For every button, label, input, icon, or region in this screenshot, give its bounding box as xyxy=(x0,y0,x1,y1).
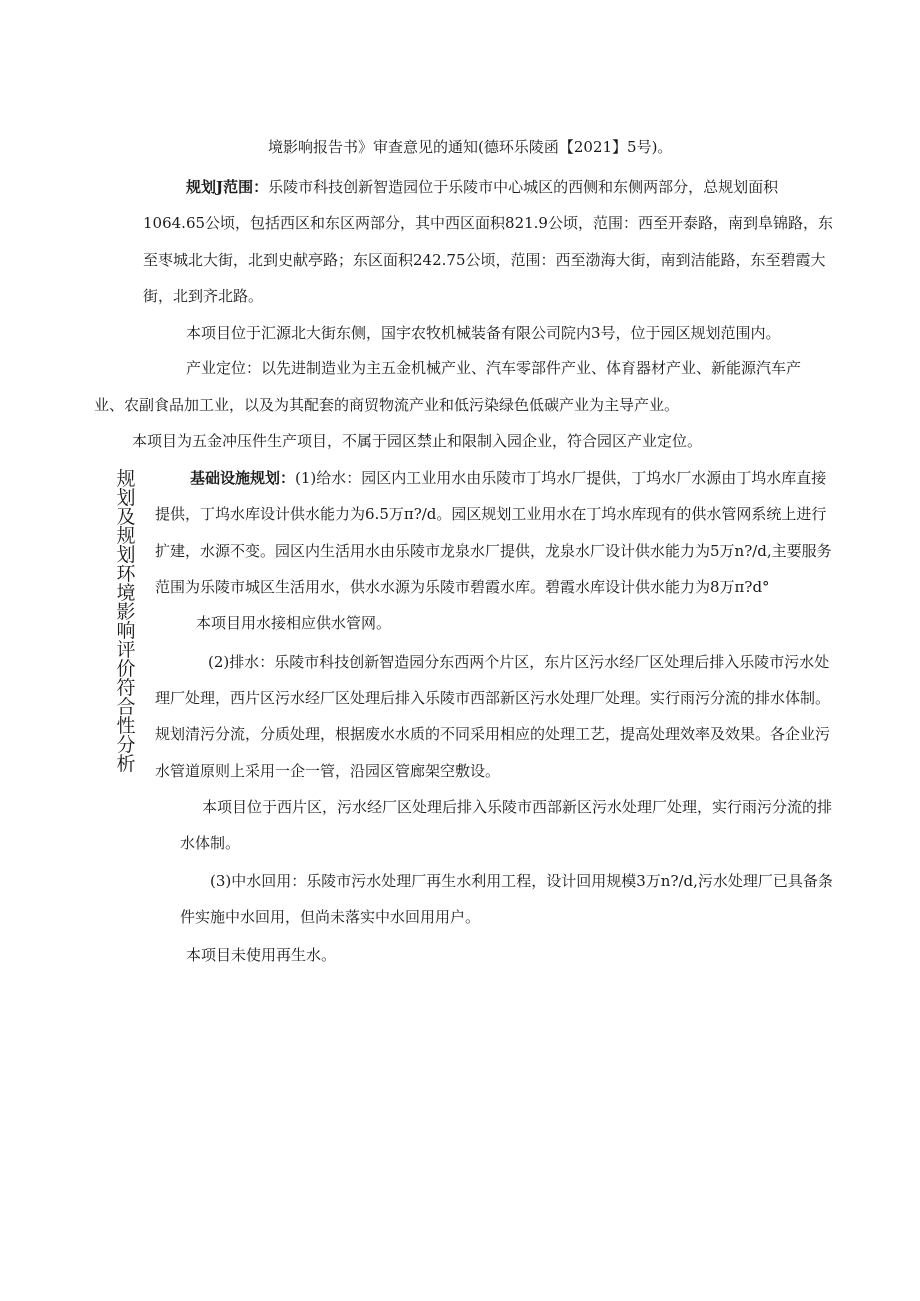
water-line-3: 扩建，水源不变。园区内生活用水由乐陵市龙泉水厂提供，龙泉水厂设计供水能力为5万n?/d,主要服务 xyxy=(155,542,832,560)
scope-paragraph-line-1 xyxy=(186,177,778,197)
drain-line-2: 理厂处理，西片区污水经厂区处理后排入乐陵市西部新区污水处理厂处理。实行雨污分流的排水体制。 xyxy=(155,689,831,707)
water-project: 本项目用水接相应供水管网。 xyxy=(196,614,392,632)
side-section-label: 规划及规划环境影响评价符合性分析 xyxy=(116,468,136,775)
intro-line: 境影响报告书》审查意见的通知(德环乐陵函【2021】5号)。 xyxy=(268,138,673,156)
industry-line-1: 产业定位：以先进制造业为主五金机械产业、汽车零部件产业、体育器材产业、新能源汽车产 xyxy=(186,359,802,377)
drain-project-line-2: 水体制。 xyxy=(180,834,241,852)
industry-line-2: 业、农副食品加工业，以及为其配套的商贸物流产业和低污染绿色低碳产业为主导产业。 xyxy=(94,396,680,414)
drain-line-3: 规划清污分流，分质处理，根据废水水质的不同采用相应的处理工艺，提高处理效率及效果。各企业污 xyxy=(155,725,831,743)
project-location: 本项目位于汇源北大街东侧，国宇农牧机械装备有限公司院内3号，位于园区规划范围内。 xyxy=(186,324,781,342)
scope-paragraph-line-3: 至枣城北大街，北到史献亭路；东区面积242.75公顷，范围：西至渤海大街，南到洁能路，东至碧霞大 xyxy=(143,251,826,269)
scope-paragraph-line-4: 街，北到齐北路。 xyxy=(143,287,264,305)
reuse-line-1: (3)中水回用：乐陵市污水处理厂再生水利用工程，设计回用规模3万n?/d,污水处理厂已具备条 xyxy=(210,872,833,890)
water-line-4: 范围为乐陵市城区生活用水，供水水源为乐陵市碧霞水库。碧霞水库设计供水能力为8万π?d° xyxy=(155,578,770,596)
water-line-2: 提供，丁坞水库设计供水能力为6.5万π?/d。园区规划工业用水在丁坞水库现有的供水管网系统上进行 xyxy=(155,505,827,523)
water-line-1 xyxy=(190,468,826,488)
water-text-1: (1)给水：园区内工业用水由乐陵市丁坞水厂提供，丁坞水厂水源由丁坞水库直接 xyxy=(295,469,827,487)
drain-project-line-1: 本项目位于西片区，污水经厂区处理后排入乐陵市西部新区污水处理厂处理，实行雨污分流的排 xyxy=(202,798,833,816)
reuse-line-2: 件实施中水回用，但尚未落实中水回用用户。 xyxy=(180,908,481,926)
scope-heading: 规划J范围： xyxy=(186,178,269,196)
industry-conclusion: 本项目为五金冲压件生产项目，不属于园区禁止和限制入园企业，符合园区产业定位。 xyxy=(132,432,703,450)
infrastructure-heading: 基础设施规划： xyxy=(190,469,296,487)
reuse-project: 本项目未使用再生水。 xyxy=(186,946,337,964)
scope-paragraph-line-2: 1064.65公顷，包括西区和东区两部分，其中西区面积821.9公顷，范围：西至开泰路，南到阜锦路，东 xyxy=(143,214,833,232)
scope-text-1: 乐陵市科技创新智造园位于乐陵市中心城区的西侧和东侧两部分，总规划面积 xyxy=(268,178,779,196)
drain-line-1: (2)排水：乐陵市科技创新智造园分东西两个片区，东片区污水经厂区处理后排入乐陵市污水处 xyxy=(208,653,830,671)
drain-line-4: 水管道原则上采用一企一管，沿园区管廊架空敷设。 xyxy=(155,762,501,780)
